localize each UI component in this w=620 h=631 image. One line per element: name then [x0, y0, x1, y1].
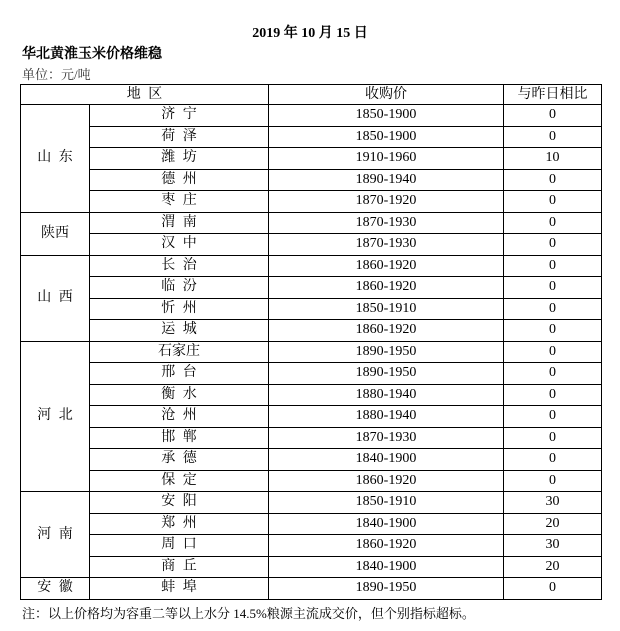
table-row: [21, 384, 602, 406]
table-row: [21, 513, 602, 535]
change-cell: 0: [504, 298, 602, 320]
city-cell: 忻 州: [90, 298, 269, 320]
change-cell: 10: [504, 148, 602, 170]
table-row: [21, 148, 602, 170]
province-cell: 山 西: [21, 255, 90, 341]
price-cell: 1870-1930: [269, 427, 504, 449]
price-cell: 1850-1900: [269, 105, 504, 127]
table-row: [21, 470, 602, 492]
city-cell: 商 丘: [90, 556, 269, 578]
city-cell: 郑 州: [90, 513, 269, 535]
city-cell: 邯 郸: [90, 427, 269, 449]
change-cell: 20: [504, 513, 602, 535]
change-cell: 20: [504, 556, 602, 578]
change-cell: 0: [504, 126, 602, 148]
price-cell: 1850-1910: [269, 492, 504, 514]
city-cell: 汉 中: [90, 234, 269, 256]
change-cell: 0: [504, 578, 602, 600]
price-cell: 1890-1950: [269, 363, 504, 385]
price-cell: 1860-1920: [269, 320, 504, 342]
city-cell: 潍 坊: [90, 148, 269, 170]
table-row: [21, 255, 602, 277]
price-cell: 1860-1920: [269, 470, 504, 492]
city-cell: 运 城: [90, 320, 269, 342]
change-cell: 0: [504, 341, 602, 363]
change-cell: 0: [504, 406, 602, 428]
price-cell: 1880-1940: [269, 406, 504, 428]
table-row: [21, 427, 602, 449]
price-cell: 1880-1940: [269, 384, 504, 406]
city-cell: 蚌 埠: [90, 578, 269, 600]
price-cell: 1870-1930: [269, 212, 504, 234]
province-cell: 河 南: [21, 492, 90, 578]
table-row: [21, 535, 602, 557]
price-cell: 1890-1950: [269, 578, 504, 600]
change-cell: 0: [504, 449, 602, 471]
price-cell: 1870-1930: [269, 234, 504, 256]
price-cell: 1840-1900: [269, 513, 504, 535]
table-row: [21, 320, 602, 342]
province-cell: 河 北: [21, 341, 90, 492]
city-cell: 承 德: [90, 449, 269, 471]
city-cell: 保 定: [90, 470, 269, 492]
table-row: [21, 341, 602, 363]
city-cell: 济 宁: [90, 105, 269, 127]
price-cell: 1850-1900: [269, 126, 504, 148]
change-cell: 0: [504, 470, 602, 492]
price-table-body: [21, 105, 602, 600]
city-cell: 荷 泽: [90, 126, 269, 148]
change-cell: 30: [504, 492, 602, 514]
price-cell: 1890-1940: [269, 169, 504, 191]
table-row: [21, 492, 602, 514]
city-cell: 德 州: [90, 169, 269, 191]
table-row: [21, 578, 602, 600]
province-cell: 安 徽: [21, 578, 90, 600]
change-cell: 30: [504, 535, 602, 557]
price-cell: 1860-1920: [269, 255, 504, 277]
table-header-row: [21, 85, 602, 105]
price-cell: 1860-1920: [269, 277, 504, 299]
change-cell: 0: [504, 320, 602, 342]
change-cell: 0: [504, 363, 602, 385]
change-cell: 0: [504, 105, 602, 127]
city-cell: 周 口: [90, 535, 269, 557]
city-cell: 安 阳: [90, 492, 269, 514]
unit-label: 单位：元/吨: [22, 67, 91, 82]
table-row: [21, 406, 602, 428]
city-cell: 沧 州: [90, 406, 269, 428]
change-column-header: 与昨日相比: [504, 85, 602, 105]
table-row: [21, 363, 602, 385]
province-cell: 山 东: [21, 105, 90, 213]
change-cell: 0: [504, 255, 602, 277]
footnote: 注：以上价格均为容重二等以上水分 14.5%粮源主流成交价，但个别指标超标。: [22, 606, 475, 621]
price-cell: 1870-1920: [269, 191, 504, 213]
change-cell: 0: [504, 234, 602, 256]
report-headline: 华北黄淮玉米价格维稳: [22, 47, 162, 62]
change-cell: 0: [504, 169, 602, 191]
province-cell: 陕西: [21, 212, 90, 255]
report-date: 2019 年 10 月 15 日: [252, 26, 368, 41]
change-cell: 0: [504, 384, 602, 406]
table-row: [21, 234, 602, 256]
price-cell: 1910-1960: [269, 148, 504, 170]
price-column-header: 收购价: [269, 85, 504, 105]
price-cell: 1850-1910: [269, 298, 504, 320]
region-column-header: 地 区: [21, 85, 269, 105]
price-cell: 1840-1900: [269, 449, 504, 471]
corn-price-table: [20, 84, 602, 600]
change-cell: 0: [504, 427, 602, 449]
table-row: [21, 212, 602, 234]
city-cell: 渭 南: [90, 212, 269, 234]
city-cell: 石家庄: [90, 341, 269, 363]
table-row: [21, 105, 602, 127]
price-cell: 1840-1900: [269, 556, 504, 578]
table-row: [21, 126, 602, 148]
table-row: [21, 449, 602, 471]
price-cell: 1890-1950: [269, 341, 504, 363]
change-cell: 0: [504, 212, 602, 234]
table-row: [21, 298, 602, 320]
change-cell: 0: [504, 277, 602, 299]
city-cell: 邢 台: [90, 363, 269, 385]
table-row: [21, 277, 602, 299]
table-row: [21, 191, 602, 213]
table-row: [21, 556, 602, 578]
change-cell: 0: [504, 191, 602, 213]
table-row: [21, 169, 602, 191]
city-cell: 衡 水: [90, 384, 269, 406]
city-cell: 临 汾: [90, 277, 269, 299]
price-cell: 1860-1920: [269, 535, 504, 557]
city-cell: 枣 庄: [90, 191, 269, 213]
city-cell: 长 治: [90, 255, 269, 277]
